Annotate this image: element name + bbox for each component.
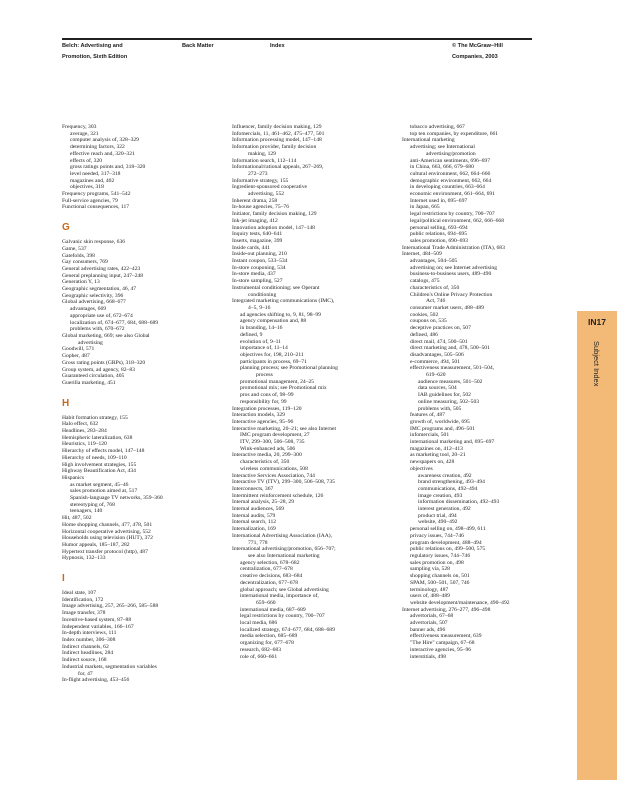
index-subentry: advertising xyxy=(78,339,103,346)
index-subentry: international media, 687–689 xyxy=(240,606,306,613)
index-entry: International Trade Administration (ITA), 683 xyxy=(402,244,505,251)
index-subentry: public relations, 694–695 xyxy=(410,231,468,238)
index-entry: Gopher, 487 xyxy=(62,353,90,360)
index-entry: Inside-out planning, 210 xyxy=(232,251,287,258)
index-subentry: direct mail, 474, 500–501 xyxy=(410,338,468,345)
index-entry: Index number, 306–308 xyxy=(62,637,116,643)
index-subentry: shopping channels on, 501 xyxy=(410,573,470,580)
index-entry: International marketing xyxy=(402,137,455,144)
header-part: Index xyxy=(270,43,285,49)
tab-page-number: IN17 xyxy=(588,317,606,327)
index-subentry: in Japan, 665 xyxy=(410,204,440,211)
index-subentry: objectives xyxy=(410,465,433,472)
index-subentry: media selection, 685–689 xyxy=(240,633,298,640)
index-subentry: image creation, 493 xyxy=(418,492,463,499)
index-subentry: in branding, 14–16 xyxy=(240,325,283,332)
index-subentry: 272–273 xyxy=(248,170,268,177)
index-subentry: features of, 487 xyxy=(410,412,445,419)
index-subentry: agency selection, 678–682 xyxy=(240,559,300,566)
index-subentry: objectives for, 198, 210–211 xyxy=(240,351,304,358)
index-entry: Households using television (HUT), 372 xyxy=(62,535,153,542)
index-subentry: level needed, 317–318 xyxy=(70,170,121,177)
index-subentry: 619–620 xyxy=(426,372,446,379)
index-entry: Home shopping channels, 477, 478, 501 xyxy=(62,521,153,528)
index-subentry: computer analysis of, 328–329 xyxy=(70,137,139,144)
index-entry: Hit, 487, 502 xyxy=(62,515,92,522)
index-subentry: global approach; see Global advertising xyxy=(240,586,329,593)
index-subentry: objectives, 318 xyxy=(70,184,104,191)
index-subentry: interest generation, 492 xyxy=(418,506,471,513)
index-subentry: e-commerce, 494, 501 xyxy=(410,358,461,365)
index-subentry: sales promotion aimed at, 517 xyxy=(70,488,138,495)
section-gap xyxy=(62,562,163,571)
index-subentry: process xyxy=(256,372,273,379)
index-entry: Indirect channels, 62 xyxy=(62,643,109,650)
index-subentry: in China, 663, 666, 679–680 xyxy=(410,164,474,171)
index-entry: Industrial markets, segmentation variables xyxy=(62,663,157,670)
index-entry: Information search, 112–114 xyxy=(232,157,297,164)
index-subentry: product trial, 494 xyxy=(418,512,457,519)
index-entry: In-house agencies, 75–76 xyxy=(232,204,290,211)
index-subentry: IMC programs and, 496–501 xyxy=(410,425,475,432)
index-subentry: advertising/promotion xyxy=(426,150,476,157)
index-subentry: determining factors, 322 xyxy=(70,144,125,151)
index-entry: Internal analysis, 25–28, 29 xyxy=(232,499,294,506)
index-entry: Information provider, family decision xyxy=(232,144,317,151)
index-entry: In-store couponing, 534 xyxy=(232,264,286,271)
index-subentry: terminology, 487 xyxy=(410,586,449,593)
index-entry: Interaction models, 329 xyxy=(232,412,285,419)
index-entry: Information processing model, 147–148 xyxy=(232,137,322,144)
index-subentry: brand strengthening, 493–494 xyxy=(418,479,485,486)
index-subentry: Children's Online Privacy Protection xyxy=(410,291,493,298)
index-subentry: promotional mix; see Promotional mix xyxy=(240,385,327,392)
section-letter: G xyxy=(62,222,70,234)
index-subentry: creative decisions, 683–684 xyxy=(240,573,303,580)
index-subentry: IMC program development, 27 xyxy=(240,432,310,439)
index-entry: Independent variables, 166–167 xyxy=(62,623,134,630)
index-subentry: teenagers, 140 xyxy=(70,508,103,515)
index-entry: International advertising/promotion, 656–707; xyxy=(232,546,336,553)
index-column-3 xyxy=(402,124,510,660)
index-entry: Geographic selectivity, 396 xyxy=(62,292,124,299)
index-entry: Instrumental conditioning; see Operant xyxy=(232,284,320,291)
index-subentry: responsibility for, 99 xyxy=(240,398,287,405)
running-header xyxy=(62,38,532,66)
index-entry: Headlines, 283–284 xyxy=(62,428,107,435)
index-entry: Inquiry tests, 640–641 xyxy=(232,231,283,238)
index-subentry: decentralization, 677–678 xyxy=(240,579,299,586)
index-entry: Frequency, 303 xyxy=(62,124,97,130)
index-subentry: centralization, 677–678 xyxy=(240,566,293,573)
index-subentry: problems with, 505 xyxy=(418,405,462,412)
index-subentry: advertising on; see Internet advertising xyxy=(410,264,497,271)
index-entry: Interactive TV (ITV), 299–300, 506–508, 735 xyxy=(232,479,335,486)
index-entry: Hierarchy of effects model, 147–148 xyxy=(62,448,145,455)
index-subentry: international marketing and, 695–697 xyxy=(410,439,495,446)
index-subentry: role of, 660–661 xyxy=(240,653,278,660)
header-book-title: Belch: Advertising and Promotion, Sixth Edition xyxy=(62,43,128,60)
index-entry: General preplanning input, 247–248 xyxy=(62,272,144,279)
index-subentry: evolution of, 9–11 xyxy=(240,338,281,345)
index-subentry: research, 682–683 xyxy=(240,646,282,653)
index-subentry: anti-American sentiments, 696–697 xyxy=(410,157,491,164)
index-subentry: wireless communications, 508 xyxy=(240,465,308,472)
index-subentry: effectiveness measurement, 501–504, xyxy=(410,365,495,372)
index-entry: Infomercials, 11, 461–462, 475–477, 501 xyxy=(232,130,325,137)
section-letter: H xyxy=(62,397,70,409)
index-subentry: average, 321 xyxy=(70,130,99,137)
index-entry: Informative strategy, 155 xyxy=(232,177,289,184)
index-entry: Hierarchy of needs, 109–110 xyxy=(62,454,127,461)
index-subentry: cultural environment, 662, 664–666 xyxy=(410,170,491,177)
index-subentry: communications, 492–494 xyxy=(418,485,478,492)
index-subentry: users of, 488–489 xyxy=(410,593,450,600)
index-entry: Inside cards, 441 xyxy=(232,244,271,251)
index-subentry: interstitials, 498 xyxy=(410,653,447,660)
index-entry: Heuristics, 119–120 xyxy=(62,441,107,448)
index-subentry: pros and cons of, 98–99 xyxy=(240,392,294,399)
index-subentry: privacy issues, 744–746 xyxy=(410,532,464,539)
index-subentry: disadvantages, 505–506 xyxy=(410,351,464,358)
index-subentry: localization of, 674–677, 684, 688–689 xyxy=(70,319,159,326)
index-subentry: Wink-enhanced ads, 506 xyxy=(240,445,296,452)
index-subentry: advantages, 669 xyxy=(70,306,107,313)
index-entry: Incentive-based system, 87–88 xyxy=(62,616,132,623)
index-entry: Interconnects, 367 xyxy=(232,485,274,492)
index-subentry: planning process; see Promotional planning xyxy=(240,365,338,372)
index-subentry: legal restrictions by country, 700–707 xyxy=(240,613,325,620)
index-entry: Integration processes, 119–120 xyxy=(232,405,302,412)
index-subentry: growth of, worldwide, 695 xyxy=(410,418,470,425)
index-entry: Inserts, magazine, 399 xyxy=(232,237,283,244)
index-entry: Hypnosis, 132–133 xyxy=(62,555,106,562)
index-entry: Instant coupon, 533–534 xyxy=(232,258,288,265)
index-entry: Internalization, 169 xyxy=(232,526,276,533)
index-subentry: advertorials, 507 xyxy=(410,620,448,627)
index-subentry: "The Hire" campaign, 67–68 xyxy=(410,640,475,647)
index-subentry: promotional management, 24–25 xyxy=(240,378,315,385)
index-subentry: SPAM, 500–501, 507, 746 xyxy=(410,579,470,586)
index-subentry: public relations on, 499–500, 575 xyxy=(410,546,486,553)
index-subentry: direct marketing and, 478, 500–501 xyxy=(410,345,490,352)
index-subentry: legal restrictions by country, 700–707 xyxy=(410,211,495,218)
index-subentry: organizing for, 677–678 xyxy=(240,640,294,647)
index-entry: Influencer, family decision making, 129 xyxy=(232,124,322,130)
index-entry: Inherent drama, 258 xyxy=(232,197,278,204)
index-subentry: defined, 486 xyxy=(410,331,438,338)
index-entry: International Advertising Association (IAA), xyxy=(232,532,333,539)
tab-section-label: Subject Index xyxy=(592,341,601,387)
index-entry: Goodwill, 571 xyxy=(62,346,95,353)
index-subentry: effectiveness measurement, 639 xyxy=(410,633,482,640)
index-entry: Informational/rational appeals, 267–269, xyxy=(232,164,324,171)
index-entry: Indirect headlines, 284 xyxy=(62,650,114,657)
index-entry: Image advertising, 257, 265–266, 585–588 xyxy=(62,603,159,610)
index-column-1 xyxy=(62,124,163,684)
index-subentry: local media, 686 xyxy=(240,620,278,627)
index-subentry: website, 490–492 xyxy=(418,519,458,526)
index-subentry: advertising; see International xyxy=(410,144,475,151)
index-entry: Gross rating points (GRPs), 318–320 xyxy=(62,359,146,366)
index-column-2 xyxy=(232,124,338,660)
index-entry: Global advertising, 668–677 xyxy=(62,299,126,306)
index-subentry: appropriate use of, 672–674 xyxy=(70,312,133,319)
index-subentry: economic environment, 661–664, 691 xyxy=(410,191,495,198)
index-entry: Interactive media, 20, 299–300 xyxy=(232,452,302,459)
index-entry: Interactive agencies, 95–96 xyxy=(232,418,294,425)
index-entry: Integrated marketing communications (IMC), xyxy=(232,298,335,305)
index-subentry: effects of, 320 xyxy=(70,157,103,164)
index-subentry: legal/political environment, 662, 666–668 xyxy=(410,217,504,224)
index-entry: Interactive marketing, 20–21; see also Internet xyxy=(232,425,337,432)
index-entry: Frequency programs, 541–542 xyxy=(62,191,131,198)
index-entry: Generation Y, 13 xyxy=(62,279,100,286)
index-subentry: participants in process, 69–71 xyxy=(240,358,307,365)
index-entry: Image transfer, 378 xyxy=(62,610,106,617)
index-entry: General advertising rates, 422–423 xyxy=(62,265,141,272)
index-entry: Horizontal cooperative advertising, 552 xyxy=(62,528,151,535)
index-subentry: demographic environment, 662, 664 xyxy=(410,177,492,184)
index-entry: Internal search, 112 xyxy=(232,519,277,526)
index-subentry: information dissemination, 492–493 xyxy=(418,499,500,506)
index-entry: Internal audits, 579 xyxy=(232,512,276,519)
index-subentry: as market segment, 45–46 xyxy=(70,481,129,488)
index-subentry: effective reach and, 320–321 xyxy=(70,150,135,157)
index-subentry: characteristics of, 350 xyxy=(410,284,460,291)
section-gap xyxy=(62,211,163,220)
index-subentry: deceptive practices on, 507 xyxy=(410,325,471,332)
index-entry: Functional consequences, 117 xyxy=(62,204,130,211)
index-subentry: banner ads, 496 xyxy=(410,626,446,633)
index-subentry: stereotyping of, 768 xyxy=(70,501,115,508)
index-entry: Halo effect, 632 xyxy=(62,421,99,428)
index-entry: In-store sampling, 527 xyxy=(232,278,283,285)
index-subentry: 4–5, 9–16 xyxy=(248,304,271,311)
index-subentry: importance of, 11–14 xyxy=(240,345,288,352)
index-subentry: website development/maintenance, 490–492 xyxy=(410,599,510,606)
index-subentry: personal selling on, 498–499, 611 xyxy=(410,526,486,533)
index-entry: Ideal state, 107 xyxy=(62,590,97,597)
header-section: Back Matter xyxy=(182,43,214,49)
index-subentry: 659–660 xyxy=(256,599,276,606)
index-subentry: defined, 9 xyxy=(240,331,263,338)
index-subentry: making, 129 xyxy=(248,150,276,157)
index-subentry: characteristics of, 350 xyxy=(240,459,290,466)
index-subentry: problems with, 670–672 xyxy=(70,326,125,333)
index-entry: Gay consumers, 769 xyxy=(62,259,108,266)
index-subentry: newspapers on, 428 xyxy=(410,459,455,466)
index-entry: Indirect source, 168 xyxy=(62,657,107,664)
index-subentry: IAB guidelines for, 502 xyxy=(418,392,471,399)
index-subentry: sales promotion, 690–693 xyxy=(410,237,468,244)
index-subentry: consumer market users, 488–489 xyxy=(410,304,484,311)
index-subentry: advertising, 552 xyxy=(248,191,285,198)
index-entry: Innovation adoption model, 147–148 xyxy=(232,224,315,231)
index-subentry: advantages, 504–505 xyxy=(410,258,458,265)
index-subentry: ITV, 299–300, 506–508, 735 xyxy=(240,439,305,446)
chapter-tab xyxy=(577,311,617,780)
index-subentry: data sources, 504 xyxy=(418,385,457,392)
index-subentry: personal selling, 693–694 xyxy=(410,224,468,231)
index-entry: Guaranteed circulation, 405 xyxy=(62,373,125,380)
index-entry: In-depth interviews, 111 xyxy=(62,630,117,637)
index-entry: Intermittent reinforcement schedule, 126 xyxy=(232,492,324,499)
index-subentry: interactive agencies, 95–96 xyxy=(410,646,472,653)
index-entry: Habit formation strategy, 155 xyxy=(62,414,128,421)
index-entry: Galvanic skin response, 636 xyxy=(62,239,126,246)
index-subentry: program development, 488–494 xyxy=(410,539,482,546)
index-subentry: tobacco advertising, 667 xyxy=(410,124,465,130)
index-subentry: agency compensation and, 88 xyxy=(240,318,307,325)
index-entry: Internet, 484–509 xyxy=(402,251,442,258)
index-entry: High involvement strategies, 155 xyxy=(62,461,137,468)
index-subentry: business-to-business users, 489–490 xyxy=(410,271,492,278)
index-subentry: infomercials, 501 xyxy=(410,432,450,439)
index-entry: Hispanics xyxy=(62,474,85,481)
index-subentry: advertorials, 67–68 xyxy=(410,613,454,620)
index-subentry: international media, importance of, xyxy=(240,593,319,600)
index-entry: Identification, 172 xyxy=(62,596,104,603)
index-subentry: 771, 778 xyxy=(248,539,268,546)
index-subentry: gross ratings points and, 318–320 xyxy=(70,164,146,171)
index-subentry: as marketing tool, 20–21 xyxy=(410,452,466,459)
index-subentry: regulatory issues, 744–746 xyxy=(410,553,471,559)
index-entry: Gatefolds, 398 xyxy=(62,252,95,259)
index-subentry: for, 47 xyxy=(78,670,93,677)
index-entry: Full-service agencies, 79 xyxy=(62,197,118,204)
index-entry: Humor appeals, 185–187, 282 xyxy=(62,541,130,548)
index-entry: Global marketing, 669; see also Global xyxy=(62,332,150,339)
index-subentry: magazines and, 402 xyxy=(70,177,115,184)
index-subentry: conditioning xyxy=(248,291,277,298)
index-subentry: magazines on, 412–413 xyxy=(410,445,463,452)
index-entry: Guerilla marketing, 451 xyxy=(62,379,116,386)
index-subentry: ad agencies shifting to, 9, 81, 98–99 xyxy=(240,311,321,318)
index-subentry: Spanish-language TV networks, 359–360 xyxy=(70,495,163,502)
index-entry: In-flight advertising, 453–456 xyxy=(62,677,130,684)
index-subentry: audience measures, 501–502 xyxy=(418,378,483,385)
index-entry: Hypertext transfer protocol (http), 487 xyxy=(62,548,148,555)
index-entry: Initiator, family decision making, 129 xyxy=(232,211,317,218)
index-subentry: see also International marketing xyxy=(248,553,320,559)
index-subentry: top ten companies, by expenditure, 661 xyxy=(410,130,499,137)
index-entry: Internal audiences, 569 xyxy=(232,506,285,513)
index-subentry: awareness creation, 492 xyxy=(418,472,472,479)
section-gap xyxy=(62,387,163,396)
index-subentry: localized strategy, 674–677, 684, 688–689 xyxy=(240,626,335,633)
index-entry: Group system, ad agency, 82–83 xyxy=(62,366,135,373)
index-entry: In-store media, 437 xyxy=(232,271,276,278)
index-entry: Hemispheric lateralization, 638 xyxy=(62,434,133,441)
index-entry: Internet advertising, 276–277, 496–498 xyxy=(402,606,491,613)
index-subentry: catalogs, 475 xyxy=(410,278,440,285)
index-subentry: coupons on, 535 xyxy=(410,318,447,325)
index-subentry: online measuring, 502–503 xyxy=(418,398,480,405)
index-entry: Highway Beautification Act, 434 xyxy=(62,468,136,475)
index-subentry: cookies, 502 xyxy=(410,311,439,318)
section-letter: I xyxy=(62,573,65,585)
index-subentry: sampling via, 528 xyxy=(410,566,450,573)
index-entry: Interactive Services Association, 744 xyxy=(232,472,315,479)
index-subentry: Act, 746 xyxy=(426,298,446,305)
index-entry: Geographic segmentation, 46, 47 xyxy=(62,286,137,293)
index-entry: Ink-jet imaging, 412 xyxy=(232,217,278,224)
index-subentry: sales promotion on, 498 xyxy=(410,559,464,566)
index-subentry: in developing countries, 663–664 xyxy=(410,184,485,191)
index-subentry: Internet used in, 695–697 xyxy=(410,197,468,204)
index-entry: Ingredient-sponsored cooperative xyxy=(232,184,308,191)
header-copyright: © The McGraw−Hill Companies, 2003 xyxy=(452,43,503,60)
index-entry: Game, 537 xyxy=(62,245,87,252)
